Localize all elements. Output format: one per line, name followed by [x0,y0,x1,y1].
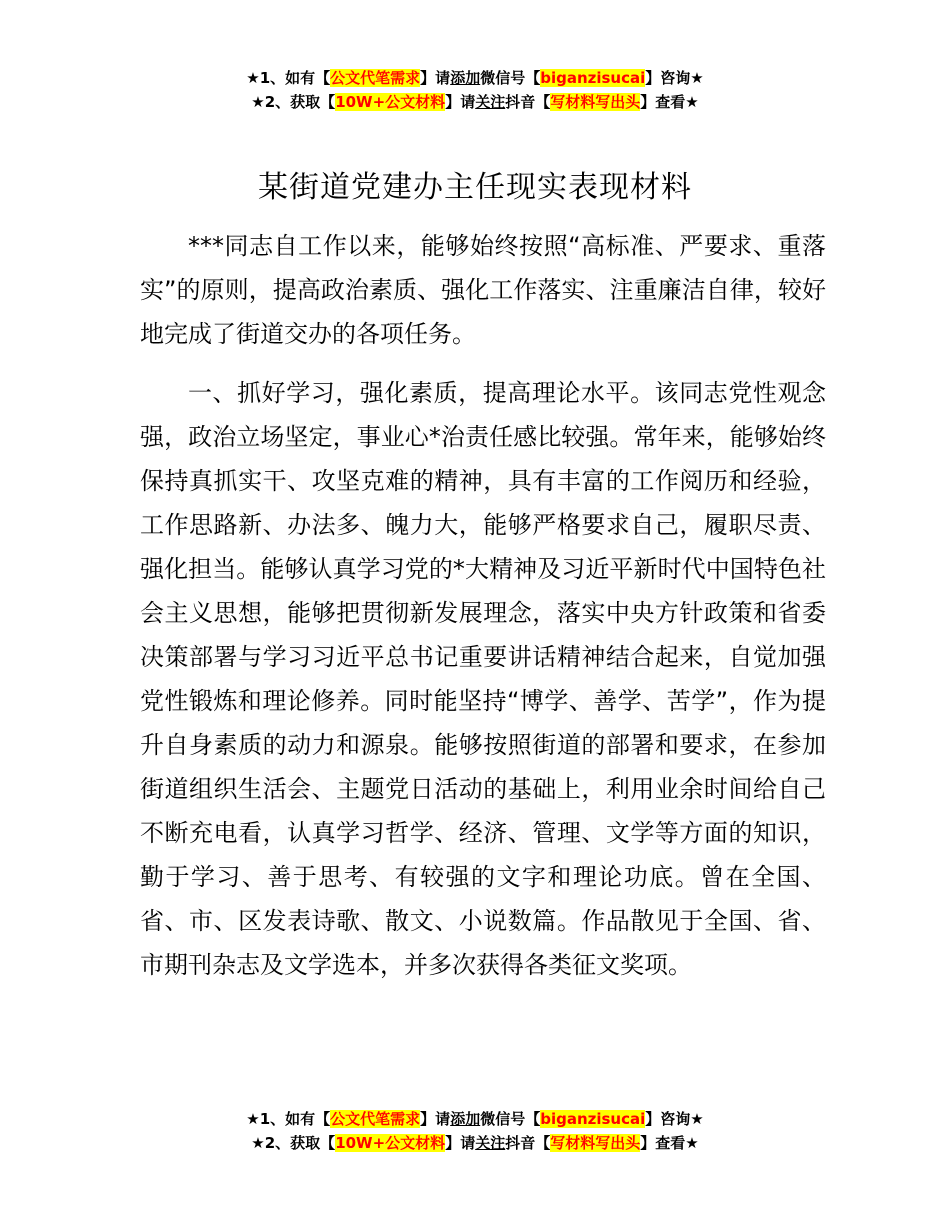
banner-text: 微信号【 [480,69,541,87]
banner-text: 】查看★ [640,93,699,111]
banner-text: ★1、如有【 [246,1110,331,1128]
banner-highlight: 公文代笔需求 [330,69,421,87]
banner-line-2 [0,90,950,114]
banner-text: 抖音【 [505,93,551,111]
banner-underline: 添加 [450,1110,481,1128]
header-banner [0,66,950,114]
paragraph-intro: ***同志自工作以来，能够始终按照“高标准、严要求、重落实”的原则，提高政治素质、强化工作落实、注重廉洁自律，较好地完成了街道交办的各项任务。 [140,232,826,348]
banner-underline: 关注 [475,93,506,111]
banner-text: ★1、如有【 [246,69,331,87]
banner-wechat-id: biganzisucai [540,1110,646,1128]
banner-text: 】咨询★ [645,1110,704,1128]
banner-text: 】查看★ [640,1134,699,1152]
paragraph-section-1: 一、抓好学习，强化素质，提高理论水平。该同志党性观念强，政治立场坚定，事业心*治责任感比较强。常年来，能够始终保持真抓实干、攻坚克难的精神，具有丰富的工作阅历和经验，工作思路新、办法多、魄力大，能够严格要求自己，履职尽责、强化担当。能够认真学习党的*大精神及习近平新时代中国特色社会主义思想，能够把贯彻新发展理念，落实中央方针政策和省委决策部署与学习习近平总书记重要讲话精神结合起来，自觉加强党性锻炼和理论修养。同时能坚持“博学、善学、苦学”，作为提升自身素质的动力和源泉。能够按照街道的部署和要求，在参加街道组织生活会、主题党日活动的基础上，利用业余时间给自己不断充电看，认真学习哲学、经济、管理、文学等方面的知识，勤于学习、善于思考、有较强的文字和理论功底。曾在全国、省、市、区发表诗歌、散文、小说数篇。作品散见于全国、省、市期刊杂志及文学选本，并多次获得各类征文奖项。 [140,379,826,979]
banner-text: 抖音【 [505,1134,551,1152]
banner-douyin-name: 写材料写出头 [550,93,641,111]
document-body [140,224,826,987]
banner-text: 】请 [420,69,451,87]
banner-text: 】请 [420,1110,451,1128]
document-title: 某街道党建办主任现实表现材料 [258,170,692,205]
banner-text: 】咨询★ [645,69,704,87]
banner-highlight: 公文代笔需求 [330,1110,421,1128]
banner-line-1 [0,66,950,90]
banner-underline: 添加 [450,69,481,87]
banner-highlight: 10W+公文材料 [335,1134,446,1152]
banner-text: ★2、获取【 [251,93,336,111]
banner-line-2 [0,1131,950,1155]
footer-banner [0,1107,950,1155]
banner-highlight: 10W+公文材料 [335,93,446,111]
banner-text: 】请 [445,1134,476,1152]
banner-wechat-id: biganzisucai [540,69,646,87]
banner-text: 微信号【 [480,1110,541,1128]
banner-underline: 关注 [475,1134,506,1152]
banner-text: 】请 [445,93,476,111]
banner-line-1 [0,1107,950,1131]
banner-douyin-name: 写材料写出头 [550,1134,641,1152]
banner-text: ★2、获取【 [251,1134,336,1152]
